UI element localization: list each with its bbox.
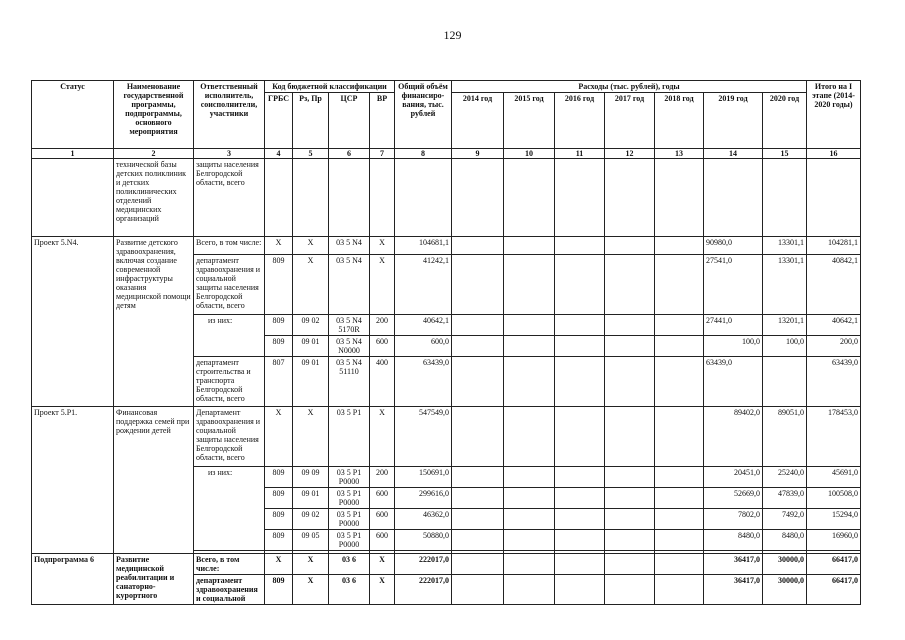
volume-cell: 41242,1 (395, 255, 452, 315)
vr-cell: 600 (370, 530, 395, 551)
csr-cell: 03 5 N4 (329, 255, 370, 315)
year-2019-cell: 8480,0 (704, 530, 763, 551)
header-stage-total: Итого на I этапе (2014-2020 годы) (807, 81, 861, 149)
volume-cell: 150691,0 (395, 467, 452, 488)
volume-cell: 600,0 (395, 336, 452, 357)
volume-cell: 63439,0 (395, 357, 452, 407)
stage-total-cell: 45691,0 (807, 467, 861, 488)
executor-cell: департамент здравоохранения и социальной (194, 575, 265, 605)
status-cell: Проект 5.P1. (32, 407, 114, 554)
csr-cell: 03 5 P1 (329, 407, 370, 467)
volume-cell: 40642,1 (395, 315, 452, 336)
column-number: 15 (763, 149, 807, 159)
year-2019-cell: 36417,0 (704, 575, 763, 605)
year-2020-cell: 30000,0 (763, 554, 807, 575)
year-2019-cell: 7802,0 (704, 509, 763, 530)
column-number: 14 (704, 149, 763, 159)
csr-cell: 03 5 N4 5170R (329, 315, 370, 336)
header-name: Наименование государственной программы, подпрограммы, основного мероприятия (114, 81, 194, 149)
executor-cell: Департамент здравоохранения и социальной защиты населения Белгородской области, всего (194, 407, 265, 467)
vr-cell: 600 (370, 488, 395, 509)
year-2020-cell: 7492,0 (763, 509, 807, 530)
grbs-cell: Х (265, 407, 293, 467)
header-budget-code: Код бюджетной классификации (265, 81, 395, 93)
grbs-cell: Х (265, 237, 293, 255)
vr-cell: 400 (370, 357, 395, 407)
header-status: Статус (32, 81, 114, 149)
header-rzpr: Рз, Пр (293, 93, 329, 149)
vr-cell: 600 (370, 336, 395, 357)
vr-cell: 600 (370, 509, 395, 530)
csr-cell: 03 5 P1 P0000 (329, 467, 370, 488)
csr-cell: 03 5 N4 (329, 237, 370, 255)
header-grbs: ГРБС (265, 93, 293, 149)
column-number: 10 (504, 149, 555, 159)
year-2019-cell: 52669,0 (704, 488, 763, 509)
rzpr-cell: Х (293, 575, 329, 605)
header-executor: Ответственный исполнитель, соисполнители, участники (194, 81, 265, 149)
vr-cell: Х (370, 255, 395, 315)
vr-cell: 200 (370, 315, 395, 336)
stage-total-cell: 16960,0 (807, 530, 861, 551)
stage-total-cell: 178453,0 (807, 407, 861, 467)
name-cell: Финансовая поддержка семей при рождении детей (114, 407, 194, 554)
grbs-cell: 809 (265, 336, 293, 357)
csr-cell: 03 5 N4 51110 (329, 357, 370, 407)
grbs-cell: 809 (265, 575, 293, 605)
table-row (32, 159, 861, 237)
rzpr-cell: 09 01 (293, 357, 329, 407)
year-2020-cell (763, 357, 807, 407)
grbs-cell: 809 (265, 255, 293, 315)
vr-cell: 200 (370, 467, 395, 488)
column-number: 6 (329, 149, 370, 159)
csr-cell: 03 5 N4 N0000 (329, 336, 370, 357)
name-cell: технической базы детских поликлиник и детских поликлинических отделений медицинских организаций (114, 159, 194, 237)
year-2020-cell: 13201,1 (763, 315, 807, 336)
of-which-label: из них: (194, 315, 265, 357)
column-number: 3 (194, 149, 265, 159)
status-cell: Проект 5.N4. (32, 237, 114, 407)
year-2020-cell: 13301,1 (763, 255, 807, 315)
executor-cell: департамент здравоохранения и социальной защиты населения Белгородской области, всего (194, 255, 265, 315)
status-cell: Подпрограмма 6 (32, 554, 114, 605)
year-2019-cell: 36417,0 (704, 554, 763, 575)
stage-total-cell: 66417,0 (807, 575, 861, 605)
header-vr: ВР (370, 93, 395, 149)
year-2019-cell: 90980,0 (704, 237, 763, 255)
header-year-2020: 2020 год (763, 93, 807, 149)
column-number: 16 (807, 149, 861, 159)
column-number: 11 (555, 149, 605, 159)
budget-table (31, 80, 861, 605)
rzpr-cell: 09 02 (293, 509, 329, 530)
header-year-2019: 2019 год (704, 93, 763, 149)
rzpr-cell: Х (293, 554, 329, 575)
executor-cell: Всего, в том числе: (194, 554, 265, 575)
year-2020-cell: 30000,0 (763, 575, 807, 605)
rzpr-cell: 09 09 (293, 467, 329, 488)
csr-cell: 03 5 P1 P0000 (329, 509, 370, 530)
vr-cell: Х (370, 554, 395, 575)
column-number: 1 (32, 149, 114, 159)
header-year-2015: 2015 год (504, 93, 555, 149)
year-2020-cell: 89051,0 (763, 407, 807, 467)
volume-cell: 222017,0 (395, 554, 452, 575)
stage-total-cell: 104281,1 (807, 237, 861, 255)
stage-total-cell: 15294,0 (807, 509, 861, 530)
header-year-2016: 2016 год (555, 93, 605, 149)
rzpr-cell: 09 05 (293, 530, 329, 551)
volume-cell: 104681,1 (395, 237, 452, 255)
stage-total-cell: 100508,0 (807, 488, 861, 509)
grbs-cell: 809 (265, 530, 293, 551)
of-which-label: из них: (194, 467, 265, 551)
header-year-2017: 2017 год (605, 93, 655, 149)
column-number: 8 (395, 149, 452, 159)
header-year-2018: 2018 год (655, 93, 704, 149)
rzpr-cell: 09 02 (293, 315, 329, 336)
executor-cell: департамент строительства и транспорта Белгородской области, всего (194, 357, 265, 407)
year-2019-cell: 89402,0 (704, 407, 763, 467)
rzpr-cell: 09 01 (293, 336, 329, 357)
rzpr-cell: Х (293, 255, 329, 315)
header-csr: ЦСР (329, 93, 370, 149)
year-2019-cell: 20451,0 (704, 467, 763, 488)
csr-cell: 03 6 (329, 575, 370, 605)
year-2019-cell: 27441,0 (704, 315, 763, 336)
header-expenses: Расходы (тыс. рублей), годы (452, 81, 807, 93)
column-number: 7 (370, 149, 395, 159)
year-2020-cell: 13301,1 (763, 237, 807, 255)
stage-total-cell: 200,0 (807, 336, 861, 357)
page-number: 129 (443, 28, 462, 42)
column-number-row (32, 149, 861, 159)
vr-cell: Х (370, 407, 395, 467)
table-row (32, 237, 861, 255)
column-number: 9 (452, 149, 504, 159)
table-row (32, 554, 861, 575)
grbs-cell: 807 (265, 357, 293, 407)
stage-total-cell: 66417,0 (807, 554, 861, 575)
csr-cell: 03 6 (329, 554, 370, 575)
grbs-cell: 809 (265, 467, 293, 488)
stage-total-cell: 40642,1 (807, 315, 861, 336)
year-2020-cell: 8480,0 (763, 530, 807, 551)
column-number: 2 (114, 149, 194, 159)
volume-cell: 547549,0 (395, 407, 452, 467)
year-2019-cell: 63439,0 (704, 357, 763, 407)
year-2020-cell: 47839,0 (763, 488, 807, 509)
column-number: 13 (655, 149, 704, 159)
stage-total-cell: 63439,0 (807, 357, 861, 407)
column-number: 4 (265, 149, 293, 159)
vr-cell: Х (370, 237, 395, 255)
table-row (32, 407, 861, 467)
grbs-cell: 809 (265, 488, 293, 509)
csr-cell: 03 5 P1 P0000 (329, 488, 370, 509)
year-2019-cell: 27541,0 (704, 255, 763, 315)
volume-cell: 50880,0 (395, 530, 452, 551)
rzpr-cell: 09 01 (293, 488, 329, 509)
year-2019-cell: 100,0 (704, 336, 763, 357)
name-cell: Развитие детского здравоохранения, включая создание современной инфраструктуры оказания медицинской помощи детям (114, 237, 194, 407)
rzpr-cell: Х (293, 237, 329, 255)
rzpr-cell: Х (293, 407, 329, 467)
name-cell: Развитие медицинской реабилитации и санаторно-курортного (114, 554, 194, 605)
grbs-cell: 809 (265, 509, 293, 530)
stage-total-cell: 40842,1 (807, 255, 861, 315)
volume-cell: 299616,0 (395, 488, 452, 509)
year-2020-cell: 25240,0 (763, 467, 807, 488)
vr-cell: Х (370, 575, 395, 605)
header-row-1 (32, 81, 861, 93)
year-2020-cell: 100,0 (763, 336, 807, 357)
executor-cell: Всего, в том числе: (194, 237, 265, 255)
column-number: 12 (605, 149, 655, 159)
budget-sheet (31, 80, 861, 605)
executor-cell: защиты населения Белгородской области, всего (194, 159, 265, 237)
status-cell (32, 159, 114, 237)
header-total-volume: Общий объём финансиро-вания, тыс. рублей (395, 81, 452, 149)
volume-cell: 222017,0 (395, 575, 452, 605)
csr-cell: 03 5 P1 P0000 (329, 530, 370, 551)
column-number: 5 (293, 149, 329, 159)
volume-cell: 46362,0 (395, 509, 452, 530)
header-year-2014: 2014 год (452, 93, 504, 149)
grbs-cell: 809 (265, 315, 293, 336)
grbs-cell: Х (265, 554, 293, 575)
